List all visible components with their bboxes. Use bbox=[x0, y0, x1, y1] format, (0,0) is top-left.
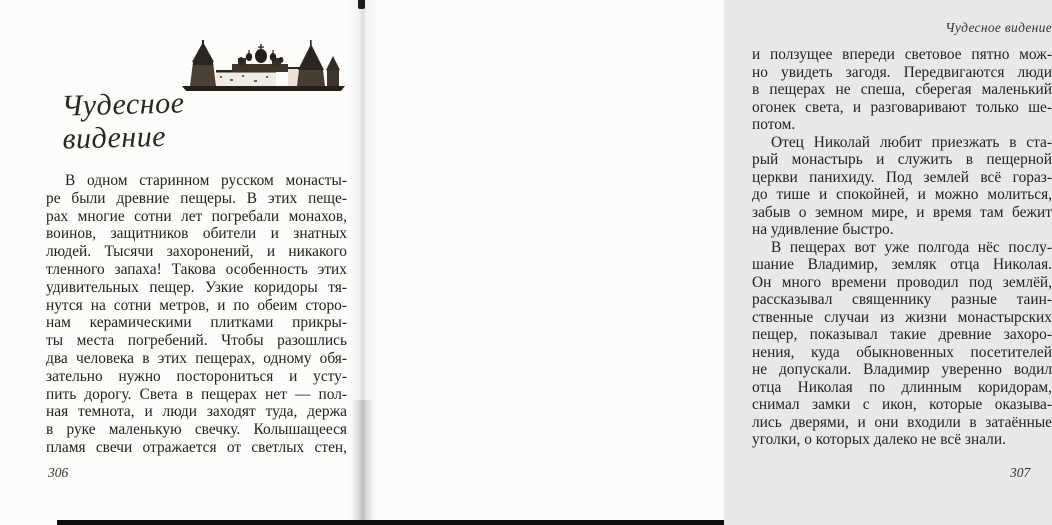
text-line: огонек света, и разговаривают только ше- bbox=[752, 98, 1052, 116]
text-line: рах многие сотни лет погребали монахов, bbox=[46, 207, 347, 225]
book-gutter-shadow-lower bbox=[352, 400, 374, 525]
page-number-right: 307 bbox=[1010, 465, 1031, 480]
page-number-left: 306 bbox=[48, 465, 69, 480]
left-page-text bbox=[46, 172, 347, 457]
scan-mark-top bbox=[358, 0, 365, 9]
text-line: забыв о земном мире, и время там бежит bbox=[752, 203, 1052, 221]
text-line: нения, куда обыкновенных посетителей bbox=[752, 343, 1052, 361]
text-line: до тише и спокойней, и можно молиться, bbox=[752, 186, 1052, 203]
text-line: и ползущее впереди световое пятно мож- bbox=[752, 46, 1052, 63]
text-line: пить дорогу. Света в пещерах нет — пол- bbox=[46, 385, 347, 403]
text-line: воинов, защитников обители и знатных bbox=[46, 225, 347, 243]
scan-mark-bottom bbox=[57, 520, 724, 525]
right-page-text bbox=[752, 46, 1052, 449]
text-line: отца Николая по длинным коридорам, bbox=[752, 378, 1052, 396]
text-line: В одном старинном русском монасты- bbox=[65, 172, 347, 189]
text-line: рый монастырь и служить в пещерной bbox=[752, 151, 1052, 168]
text-line: уголки, о которых далеко не всё знали. bbox=[752, 431, 1006, 448]
text-line: лись дверями, и они входили в затаённые bbox=[752, 413, 1052, 431]
chapter-title bbox=[61, 86, 186, 155]
text-line: В пещерах вот уже полгода нёс послу- bbox=[771, 238, 1052, 256]
text-line: тленного запаха! Такова особенность этих bbox=[46, 260, 347, 278]
chapter-title-line2: видение bbox=[62, 119, 167, 156]
text-line: пламя свечи отражается от светлых стен, bbox=[46, 438, 347, 456]
page-left bbox=[0, 0, 362, 525]
chapter-title-line1: Чудесное bbox=[61, 86, 185, 123]
text-line: церкви панихиду. Под землей всё гораз- bbox=[752, 168, 1052, 186]
text-line: не допускали. Владимир уверенно водил bbox=[752, 361, 1052, 378]
text-line: ты места погребений. Чтобы разошлись bbox=[46, 332, 347, 350]
text-line: шание Владимир, земляк отца Николая. bbox=[752, 256, 1052, 273]
text-line: снимал замки с икон, которые оказыва- bbox=[752, 396, 1052, 413]
text-line: в руке маленькую свечку. Колышащееся bbox=[46, 421, 347, 439]
text-line: удивительных пещер. Узкие коридоры тя- bbox=[46, 278, 347, 296]
text-line: Отец Николай любит приезжать в ста- bbox=[771, 133, 1052, 151]
text-line: в пещерах не спеша, сберегая маленький bbox=[752, 81, 1052, 98]
text-line: на удивление быстро. bbox=[752, 221, 894, 238]
text-line: пещер, показывал такие древние захоро- bbox=[752, 326, 1052, 343]
text-line: ная темнота, и люди заходят туда, держа bbox=[46, 403, 347, 421]
monastery-illustration bbox=[180, 40, 348, 93]
text-line: потом. bbox=[752, 116, 796, 133]
text-line: нам керамическими плитками прикры- bbox=[46, 314, 347, 332]
text-line: Он много времени проводил под землёй, bbox=[752, 273, 1052, 291]
text-line: ственные случаи из жизни монастырских bbox=[752, 308, 1052, 326]
text-line: нутся на сотни метров, и по обеим сторо- bbox=[46, 296, 347, 314]
text-line: два человека в этих пещерах, одному обя- bbox=[46, 349, 347, 367]
text-line: но увидеть загодя. Передвигаются люди bbox=[752, 63, 1052, 81]
page-right bbox=[362, 0, 1052, 525]
text-line: рассказывал священнику разные таин- bbox=[752, 291, 1052, 308]
running-header: Чудесное видение bbox=[945, 20, 1052, 35]
text-line: ре были древние пещеры. В этих пеще- bbox=[46, 189, 347, 207]
text-line: людей. Тысячи захоронений, и никакого bbox=[46, 243, 347, 261]
text-line: зательно нужно посторониться и усту- bbox=[46, 367, 347, 385]
